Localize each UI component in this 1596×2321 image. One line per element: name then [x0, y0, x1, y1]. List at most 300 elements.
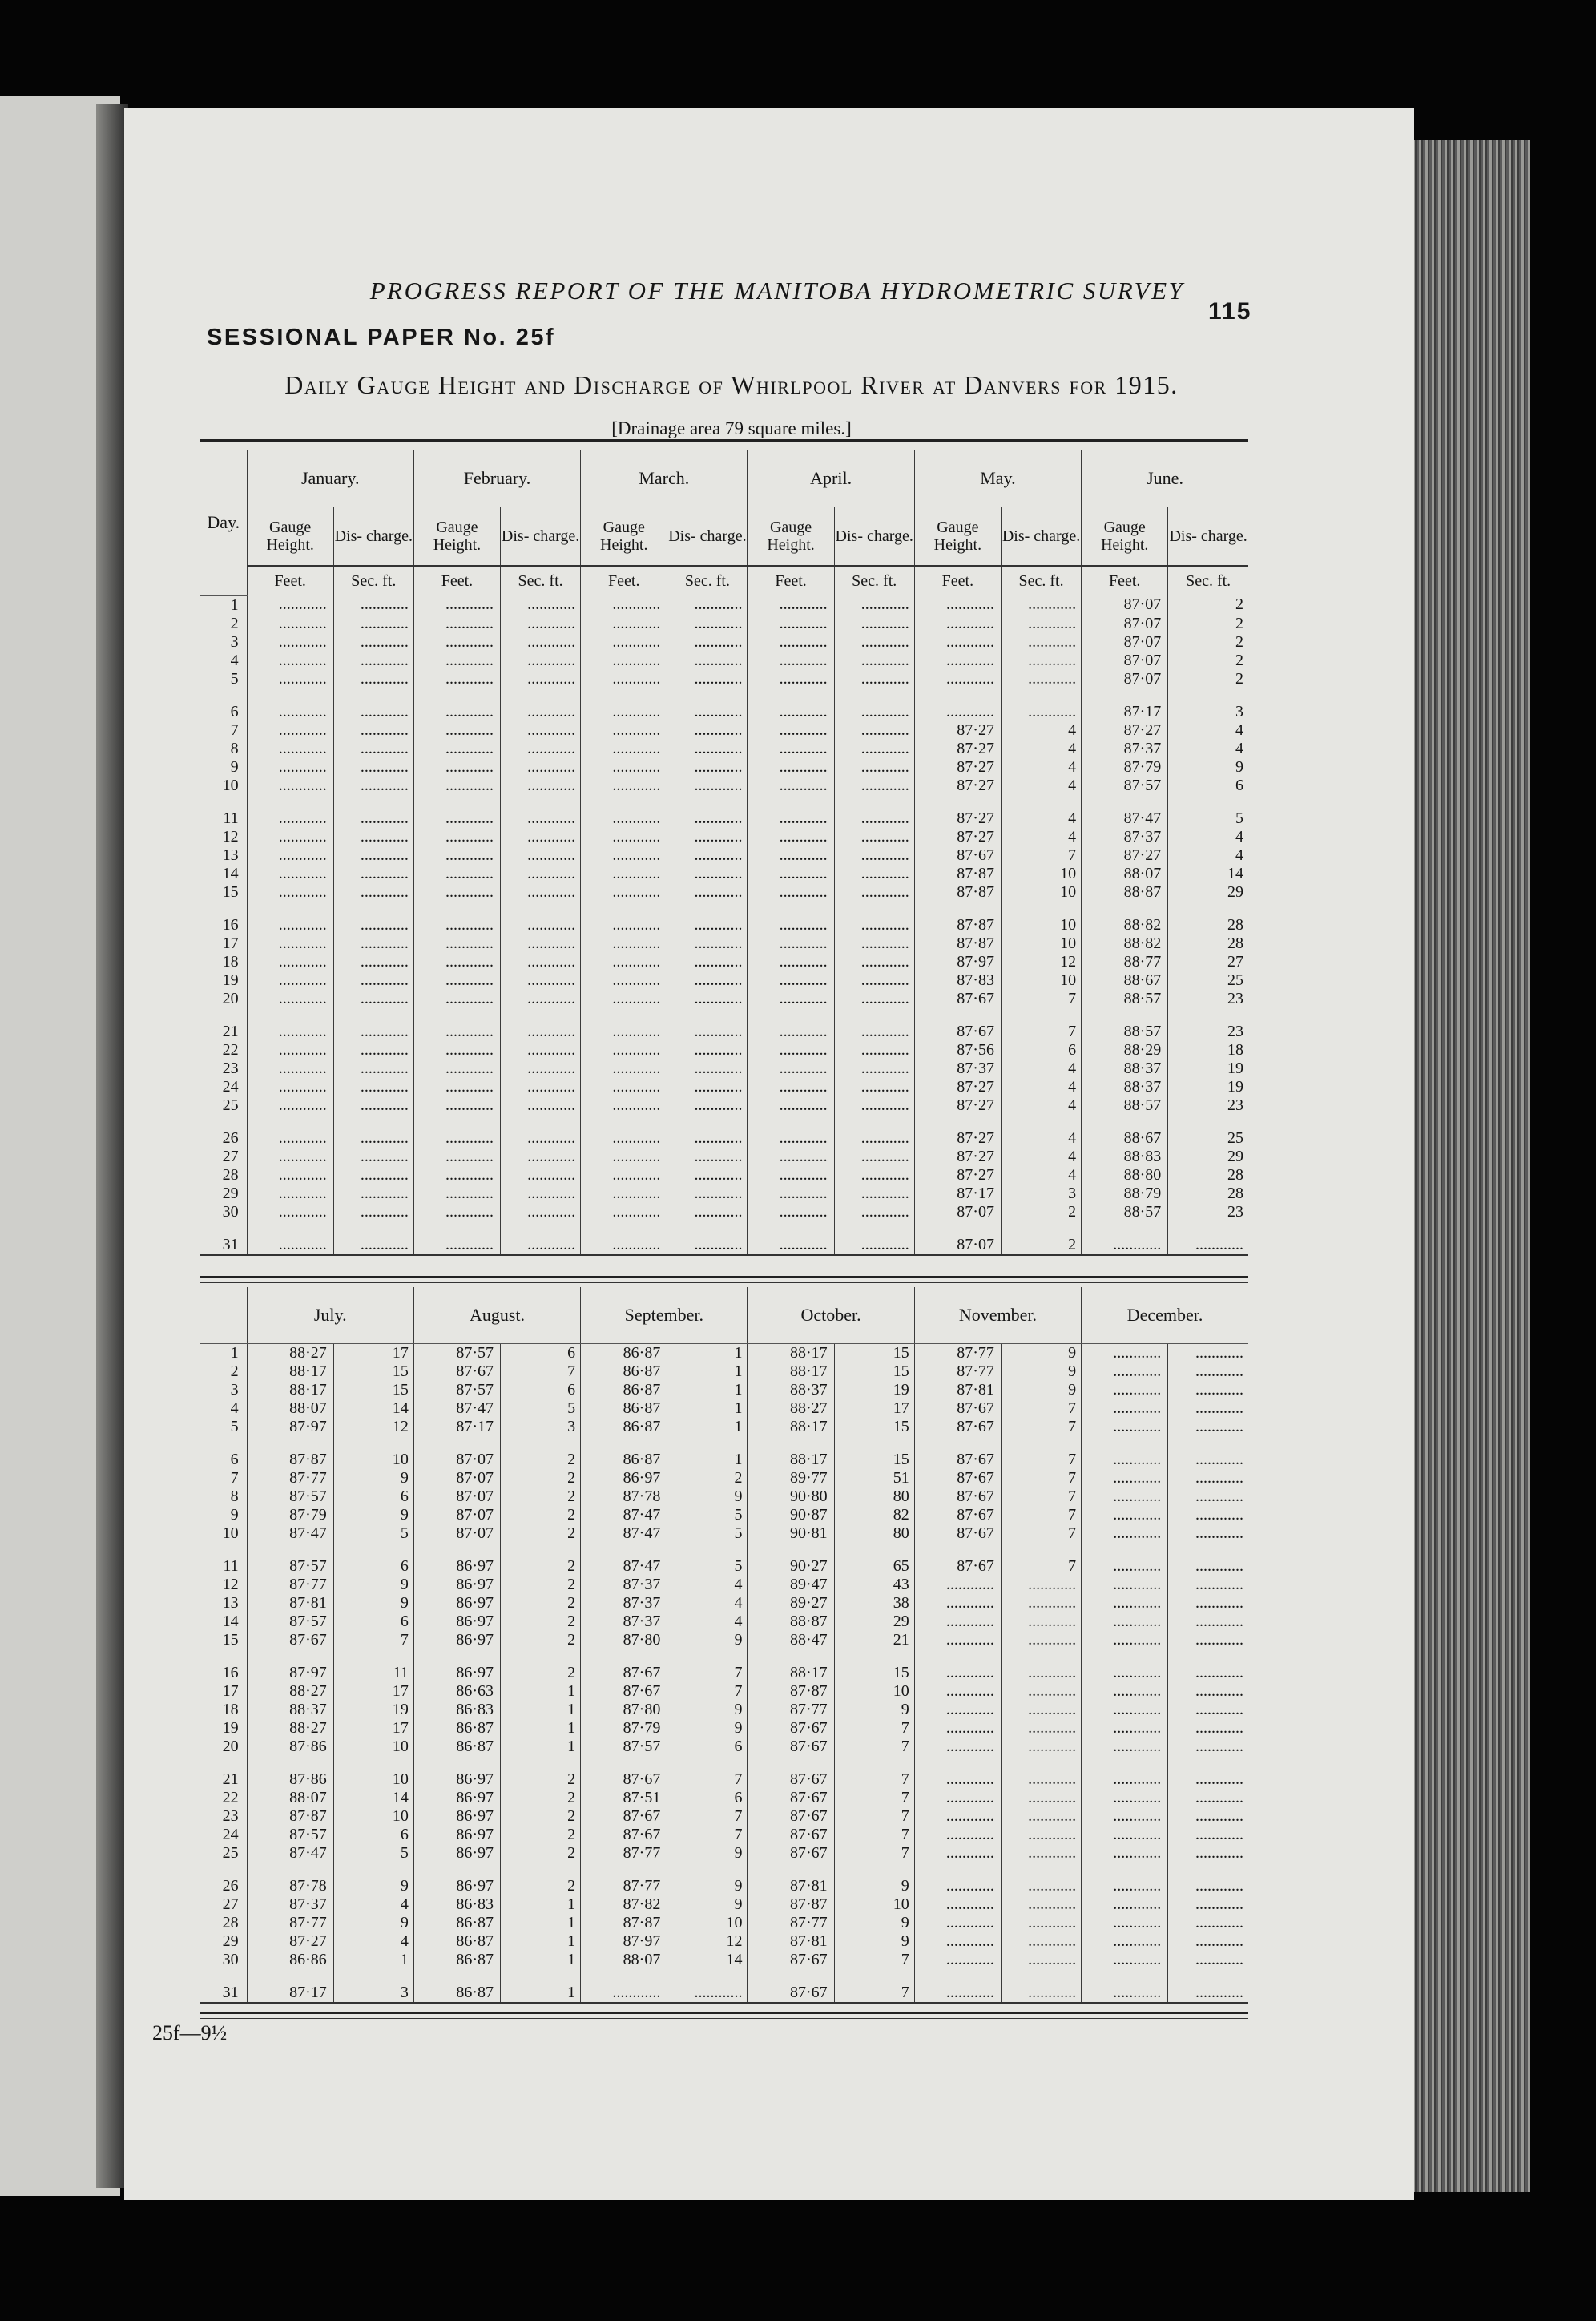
day-number: 4: [200, 652, 247, 670]
gauge-height-value: 87·67: [748, 1738, 834, 1756]
blank-leader: ............: [748, 883, 834, 902]
gauge-height-value: 88·17: [748, 1344, 834, 1363]
gauge-height-value: 87·79: [247, 1506, 333, 1524]
table-row: [200, 953, 1248, 971]
blank-leader: ............: [667, 670, 748, 688]
gauge-height-value: 88·79: [1082, 1185, 1168, 1203]
discharge-value: 2: [1235, 669, 1243, 688]
gauge-height-value: 87·81: [247, 1594, 333, 1613]
sessional-paper-label: SESSIONAL PAPER No. 25f: [207, 325, 556, 350]
gauge-height-value: 87·07: [1082, 670, 1168, 688]
discharge-value: 7: [667, 1756, 748, 1789]
gauge-height-value: 86·87: [413, 1932, 500, 1951]
blank-leader: ............: [413, 934, 500, 953]
table-row: [200, 1649, 1248, 1682]
blank-leader: ............: [501, 615, 581, 633]
day-number: 18: [200, 1701, 247, 1719]
blank-leader: ............: [413, 971, 500, 990]
gauge-height-value: 86·87: [581, 1344, 667, 1363]
discharge-value: 19: [834, 1381, 914, 1399]
day-number: 20: [200, 1738, 247, 1756]
discharge-value: 2: [501, 1844, 581, 1863]
gauge-height-value: 87·47: [1082, 795, 1168, 828]
discharge-value: 14: [333, 1399, 413, 1418]
blank-leader: ............: [1195, 1738, 1243, 1755]
blank-leader: ............: [748, 865, 834, 883]
unit-feet: Feet.: [581, 566, 667, 595]
gauge-height-value: 87·17: [1082, 688, 1168, 721]
table-row: [200, 1344, 1248, 1363]
blank-leader: ............: [413, 1221, 500, 1255]
gauge-height-value: 88·17: [748, 1649, 834, 1682]
blank-leader: ............: [667, 1969, 748, 2003]
gauge-height-value: 87·67: [247, 1631, 333, 1649]
gauge-height-value: 86·97: [413, 1543, 500, 1576]
blank-leader: ............: [1082, 1381, 1168, 1399]
discharge-header: Dis- charge.: [1001, 507, 1081, 567]
blank-leader: ............: [501, 971, 581, 990]
blank-leader: ............: [247, 1203, 333, 1221]
blank-leader: ............: [667, 1185, 748, 1203]
blank-leader: ............: [1168, 1969, 1248, 2003]
page-edges: [1410, 140, 1530, 2192]
blank-leader: ............: [748, 1115, 834, 1148]
discharge-value: 29: [1227, 882, 1243, 901]
month-header: August.: [413, 1287, 580, 1344]
bottom-rule: [200, 2012, 1248, 2014]
discharge-value: 2: [501, 1506, 581, 1524]
blank-leader: ............: [1082, 1594, 1168, 1613]
blank-leader: ............: [1001, 1701, 1081, 1719]
discharge-value: 7: [1001, 1399, 1081, 1418]
gauge-height-value: 87·77: [748, 1914, 834, 1932]
table-row: [200, 1469, 1248, 1487]
blank-leader: ............: [667, 721, 748, 740]
discharge-value: 7: [667, 1682, 748, 1701]
blank-leader: ............: [1195, 1701, 1243, 1718]
gauge-height-value: 87·67: [581, 1826, 667, 1844]
blank-leader: ............: [333, 758, 413, 777]
discharge-value: 1: [501, 1701, 581, 1719]
blank-leader: ............: [1001, 1914, 1081, 1932]
gauge-height-value: 87·77: [247, 1576, 333, 1594]
gauge-height-value: 88·37: [1082, 1060, 1168, 1078]
discharge-value: 7: [834, 1844, 914, 1863]
day-number: 29: [200, 1185, 247, 1203]
blank-leader: ............: [1195, 1594, 1243, 1612]
gauge-height-value: 88·07: [1082, 865, 1168, 883]
blank-leader: ............: [413, 1185, 500, 1203]
top-rule: [200, 439, 1248, 442]
gauge-height-value: 88·29: [1082, 1041, 1168, 1060]
gauge-height-value: 87·79: [581, 1719, 667, 1738]
gauge-height-value: 86·97: [413, 1789, 500, 1807]
day-number: 1: [200, 1344, 247, 1363]
day-number: 24: [200, 1078, 247, 1096]
day-number: 9: [200, 1506, 247, 1524]
table-row: [200, 1826, 1248, 1844]
table-row: [200, 1221, 1248, 1255]
table-row: [200, 1096, 1248, 1115]
gauge-height-value: 87·57: [247, 1487, 333, 1506]
day-number: 2: [200, 615, 247, 633]
blank-leader: ............: [914, 1719, 1001, 1738]
day-number: 11: [200, 795, 247, 828]
gauge-height-value: 87·67: [748, 1789, 834, 1807]
gauge-height-value: 87·27: [914, 1078, 1001, 1096]
blank-leader: ............: [1195, 1719, 1243, 1737]
discharge-value: 1: [667, 1362, 748, 1381]
blank-leader: ............: [914, 1969, 1001, 2003]
gauge-height-value: 87·27: [914, 795, 1001, 828]
gauge-height-value: 87·07: [413, 1469, 500, 1487]
day-number: 27: [200, 1148, 247, 1166]
blank-leader: ............: [1082, 1436, 1168, 1469]
blank-leader: ............: [834, 688, 914, 721]
blank-leader: ............: [413, 1096, 500, 1115]
blank-leader: ............: [333, 971, 413, 990]
discharge-value: 2: [1235, 614, 1243, 632]
gauge-height-value: 88·82: [1082, 934, 1168, 953]
table-row: [200, 846, 1248, 865]
gauge-height-value: 87·47: [581, 1506, 667, 1524]
book-gutter: [96, 104, 128, 2188]
discharge-value: 7: [1001, 1418, 1081, 1436]
day-number: 7: [200, 1469, 247, 1487]
table-row: [200, 1844, 1248, 1863]
blank-leader: ............: [1001, 652, 1081, 670]
table-row: [200, 740, 1248, 758]
discharge-value: 7: [834, 1789, 914, 1807]
discharge-table-jan-jun: [200, 450, 1248, 1256]
day-number: 13: [200, 846, 247, 865]
gauge-height-value: 87·77: [914, 1362, 1001, 1381]
discharge-value: 23: [1227, 1202, 1243, 1221]
gauge-height-value: 86·97: [413, 1863, 500, 1895]
blank-leader: ............: [1082, 1506, 1168, 1524]
gauge-height-value: 87·27: [914, 721, 1001, 740]
blank-leader: ............: [914, 1738, 1001, 1756]
blank-leader: ............: [834, 595, 914, 615]
gauge-height-header: Gauge Height.: [247, 507, 333, 567]
discharge-value: 6: [333, 1487, 413, 1506]
day-number: 14: [200, 865, 247, 883]
blank-leader: ............: [581, 721, 667, 740]
discharge-value: 3: [1235, 702, 1243, 721]
month-header: November.: [914, 1287, 1081, 1344]
discharge-value: 9: [1001, 1381, 1081, 1399]
gauge-height-value: 87·78: [247, 1863, 333, 1895]
blank-leader: ............: [501, 1203, 581, 1221]
discharge-value: 1: [667, 1418, 748, 1436]
discharge-value: 6: [333, 1613, 413, 1631]
blank-leader: ............: [834, 1166, 914, 1185]
blank-leader: ............: [748, 795, 834, 828]
blank-leader: ............: [748, 934, 834, 953]
blank-leader: ............: [1082, 1221, 1168, 1255]
blank-leader: ............: [667, 1060, 748, 1078]
discharge-value: 6: [501, 1344, 581, 1363]
blank-leader: ............: [247, 595, 333, 615]
table-row: [200, 1115, 1248, 1148]
gauge-height-value: 87·07: [413, 1506, 500, 1524]
discharge-value: 10: [1001, 971, 1081, 990]
discharge-value: 15: [333, 1362, 413, 1381]
gauge-height-header: Gauge Height.: [914, 507, 1001, 567]
day-number: 7: [200, 721, 247, 740]
blank-leader: ............: [333, 688, 413, 721]
blank-leader: ............: [1082, 1524, 1168, 1543]
discharge-value: 5: [667, 1524, 748, 1543]
day-number: 5: [200, 1418, 247, 1436]
gauge-height-value: 88·07: [581, 1951, 667, 1969]
blank-leader: ............: [247, 971, 333, 990]
blank-leader: ............: [581, 1203, 667, 1221]
unit-sec-ft: Sec. ft.: [501, 566, 581, 595]
blank-leader: ............: [667, 828, 748, 846]
unit-feet: Feet.: [748, 566, 834, 595]
day-number: 10: [200, 1524, 247, 1543]
blank-leader: ............: [581, 688, 667, 721]
blank-leader: ............: [914, 652, 1001, 670]
discharge-value: 18: [1227, 1040, 1243, 1059]
discharge-value: 2: [501, 1436, 581, 1469]
gauge-height-value: 87·27: [914, 777, 1001, 795]
gauge-height-value: 87·83: [914, 971, 1001, 990]
blank-leader: ............: [834, 1203, 914, 1221]
blank-leader: ............: [333, 990, 413, 1008]
gauge-height-value: 87·87: [914, 902, 1001, 934]
blank-leader: ............: [581, 1148, 667, 1166]
blank-leader: ............: [333, 1041, 413, 1060]
blank-leader: ............: [748, 633, 834, 652]
blank-leader: ............: [1001, 595, 1081, 615]
day-number: 16: [200, 1649, 247, 1682]
discharge-value: 15: [834, 1649, 914, 1682]
day-number: 21: [200, 1008, 247, 1041]
blank-leader: ............: [748, 1008, 834, 1041]
discharge-header: Dis- charge.: [667, 507, 748, 567]
blank-leader: ............: [247, 1115, 333, 1148]
blank-leader: ............: [333, 777, 413, 795]
gauge-height-value: 88·82: [1082, 902, 1168, 934]
blank-leader: ............: [1082, 1789, 1168, 1807]
blank-leader: ............: [501, 1166, 581, 1185]
gauge-height-value: 87·81: [748, 1932, 834, 1951]
blank-leader: ............: [1195, 1914, 1243, 1931]
table-row: [200, 1701, 1248, 1719]
blank-leader: ............: [413, 670, 500, 688]
blank-leader: ............: [333, 1203, 413, 1221]
discharge-value: 1: [501, 1951, 581, 1969]
discharge-value: 7: [1001, 1436, 1081, 1469]
blank-leader: ............: [1195, 1613, 1243, 1630]
gauge-height-value: 87·87: [748, 1895, 834, 1914]
blank-leader: ............: [581, 777, 667, 795]
discharge-value: 9: [834, 1914, 914, 1932]
discharge-value: 2: [501, 1487, 581, 1506]
discharge-value: 15: [333, 1381, 413, 1399]
blank-leader: ............: [748, 971, 834, 990]
blank-leader: ............: [667, 615, 748, 633]
discharge-value: 2: [501, 1649, 581, 1682]
blank-leader: ............: [581, 902, 667, 934]
table-row: [200, 1506, 1248, 1524]
discharge-value: 7: [1001, 1524, 1081, 1543]
blank-leader: ............: [667, 1008, 748, 1041]
blank-leader: ............: [914, 1613, 1001, 1631]
blank-leader: ............: [501, 633, 581, 652]
discharge-value: 4: [1235, 827, 1243, 846]
discharge-value: 4: [667, 1576, 748, 1594]
month-header: October.: [748, 1287, 914, 1344]
gauge-height-value: 87·67: [914, 1418, 1001, 1436]
discharge-value: 10: [667, 1914, 748, 1932]
blank-leader: ............: [413, 828, 500, 846]
table-row: [200, 1008, 1248, 1041]
gauge-height-value: 88·17: [247, 1362, 333, 1381]
blank-leader: ............: [1195, 1487, 1243, 1505]
blank-leader: ............: [1082, 1543, 1168, 1576]
blank-leader: ............: [667, 953, 748, 971]
table-row: [200, 1203, 1248, 1221]
discharge-value: 9: [834, 1863, 914, 1895]
gauge-height-value: 88·57: [1082, 1008, 1168, 1041]
day-number: 30: [200, 1951, 247, 1969]
blank-leader: ............: [748, 902, 834, 934]
blank-leader: ............: [914, 1863, 1001, 1895]
blank-leader: ............: [1195, 1932, 1243, 1950]
blank-leader: ............: [247, 865, 333, 883]
blank-leader: ............: [413, 795, 500, 828]
discharge-value: 9: [834, 1932, 914, 1951]
blank-leader: ............: [1001, 1631, 1081, 1649]
gauge-height-value: 86·83: [413, 1701, 500, 1719]
gauge-height-value: 87·37: [247, 1895, 333, 1914]
discharge-table-jul-dec: [200, 1287, 1248, 2004]
blank-leader: ............: [1082, 1932, 1168, 1951]
blank-leader: ............: [1195, 1770, 1243, 1788]
discharge-value: 2: [501, 1543, 581, 1576]
blank-leader: ............: [834, 1078, 914, 1096]
discharge-value: 3: [501, 1418, 581, 1436]
discharge-value: 17: [333, 1344, 413, 1363]
discharge-value: 4: [1235, 846, 1243, 864]
discharge-value: 4: [1001, 795, 1081, 828]
discharge-value: 2: [501, 1576, 581, 1594]
gauge-height-value: 87·67: [914, 990, 1001, 1008]
gauge-height-header: Gauge Height.: [1082, 507, 1168, 567]
day-number: 11: [200, 1543, 247, 1576]
blank-leader: ............: [247, 688, 333, 721]
blank-leader: ............: [914, 633, 1001, 652]
table-row: [200, 1148, 1248, 1166]
blank-leader: ............: [1082, 1756, 1168, 1789]
blank-leader: ............: [1001, 1895, 1081, 1914]
blank-leader: ............: [667, 1041, 748, 1060]
gauge-height-value: 87·77: [247, 1469, 333, 1487]
blank-leader: ............: [1195, 1789, 1243, 1806]
blank-leader: ............: [914, 670, 1001, 688]
blank-leader: ............: [1001, 1789, 1081, 1807]
gauge-height-value: 88·57: [1082, 1203, 1168, 1221]
blank-leader: ............: [333, 595, 413, 615]
blank-leader: ............: [834, 953, 914, 971]
blank-leader: ............: [413, 1166, 500, 1185]
gauge-height-value: 86·87: [413, 1738, 500, 1756]
blank-leader: ............: [914, 1701, 1001, 1719]
discharge-value: 7: [834, 1719, 914, 1738]
gauge-height-value: 88·27: [247, 1682, 333, 1701]
blank-leader: ............: [834, 902, 914, 934]
day-number: 17: [200, 1682, 247, 1701]
gauge-height-value: 86·97: [413, 1649, 500, 1682]
discharge-value: 12: [1001, 953, 1081, 971]
discharge-value: 1: [501, 1932, 581, 1951]
blank-leader: ............: [413, 990, 500, 1008]
gauge-height-value: 87·67: [914, 1487, 1001, 1506]
gauge-height-value: 88·27: [247, 1344, 333, 1363]
discharge-value: 2: [501, 1807, 581, 1826]
day-number: 4: [200, 1399, 247, 1418]
gauge-height-value: 87·67: [748, 1826, 834, 1844]
month-header: February.: [413, 450, 580, 507]
discharge-value: 7: [1001, 1469, 1081, 1487]
discharge-value: 9: [667, 1844, 748, 1863]
gauge-height-value: 88·87: [748, 1613, 834, 1631]
blank-leader: ............: [748, 1185, 834, 1203]
blank-leader: ............: [1195, 1895, 1243, 1913]
gauge-height-value: 87·97: [247, 1418, 333, 1436]
blank-leader: ............: [333, 795, 413, 828]
gauge-height-value: 87·07: [1082, 595, 1168, 615]
gauge-height-value: 87·67: [748, 1969, 834, 2003]
gauge-height-value: 87·77: [914, 1344, 1001, 1363]
table-row: [200, 990, 1248, 1008]
discharge-value: 5: [333, 1844, 413, 1863]
blank-leader: ............: [1195, 1844, 1243, 1862]
day-number: 29: [200, 1932, 247, 1951]
blank-leader: ............: [748, 1060, 834, 1078]
discharge-value: 6: [501, 1381, 581, 1399]
blank-leader: ............: [247, 828, 333, 846]
gauge-height-value: 87·67: [914, 1524, 1001, 1543]
gauge-height-value: 87·87: [914, 934, 1001, 953]
blank-leader: ............: [413, 1008, 500, 1041]
blank-leader: ............: [1195, 1524, 1243, 1542]
blank-leader: ............: [667, 777, 748, 795]
blank-leader: ............: [667, 740, 748, 758]
blank-leader: ............: [834, 652, 914, 670]
blank-leader: ............: [1001, 1719, 1081, 1738]
gauge-height-value: 87·78: [581, 1487, 667, 1506]
gauge-height-value: 87·17: [247, 1969, 333, 2003]
table-row: [200, 1863, 1248, 1895]
gauge-height-value: 87·77: [748, 1701, 834, 1719]
gauge-height-value: 87·67: [914, 1008, 1001, 1041]
day-number: 18: [200, 953, 247, 971]
blank-leader: ............: [247, 1008, 333, 1041]
gauge-height-value: 88·87: [1082, 883, 1168, 902]
middle-rule: [200, 1276, 1248, 1278]
blank-leader: ............: [834, 1008, 914, 1041]
table-row: [200, 721, 1248, 740]
blank-leader: ............: [501, 595, 581, 615]
gauge-height-value: 87·87: [914, 865, 1001, 883]
blank-leader: ............: [667, 795, 748, 828]
discharge-value: 14: [333, 1789, 413, 1807]
blank-leader: ............: [501, 740, 581, 758]
